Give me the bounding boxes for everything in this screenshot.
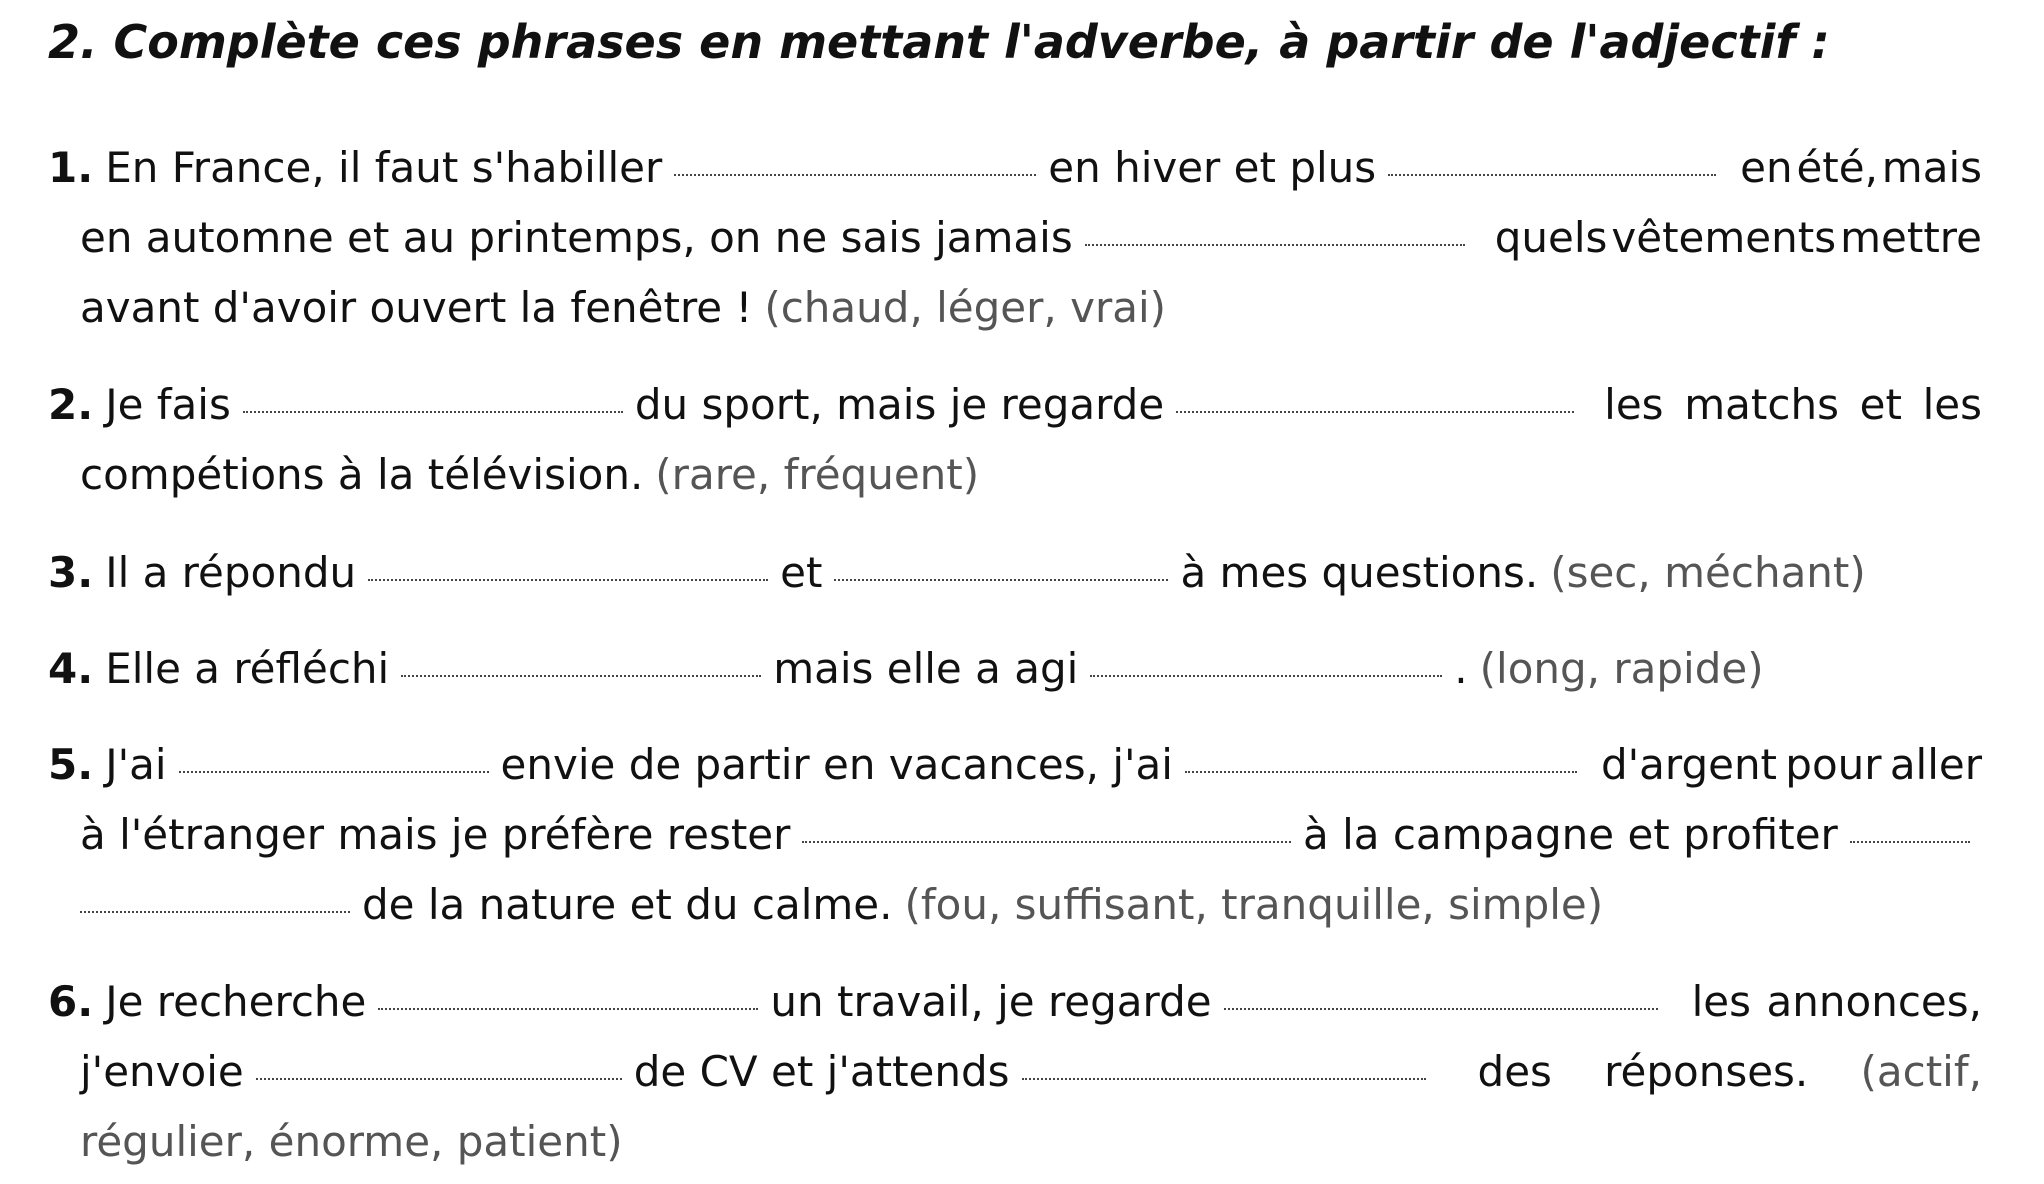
sentence-tail (1586, 370, 1982, 440)
sentence-1-line-1 (48, 133, 1982, 203)
sentence-tail (1477, 203, 1982, 273)
sentence-text: compétions à la télévision. (80, 450, 644, 499)
sentence-text: de la nature et du calme. (362, 880, 893, 929)
answer-blank-6-1[interactable] (378, 1008, 758, 1010)
answer-blank-6-2[interactable] (1224, 1008, 1658, 1010)
sentence-tail (1670, 967, 1982, 1037)
answer-blank-6-4[interactable] (1022, 1078, 1426, 1080)
sentence-text: d'argent (1600, 740, 1778, 789)
sentence-6 (48, 967, 1982, 1177)
sentence-2-line-1 (48, 370, 1982, 440)
sentence-tail (1589, 730, 1982, 800)
sentence-text: du sport, mais je regarde (634, 380, 1165, 429)
sentence-text: mais (1881, 143, 1982, 192)
sentence-5-line-3 (48, 870, 1982, 940)
sentence-tail (1728, 133, 1982, 203)
sentence-text: et (1859, 380, 1902, 429)
answer-blank-6-3[interactable] (256, 1078, 622, 1080)
sentence-5-line-2 (48, 800, 1982, 870)
answer-blank-5-3[interactable] (802, 841, 1291, 843)
sentence-6-line-2 (48, 1037, 1982, 1107)
adjective-hint-continued: régulier, énorme, patient) (80, 1117, 623, 1166)
sentence-2-line-2 (48, 440, 1982, 510)
adjective-hint: (actif, (1860, 1047, 1982, 1096)
sentence-text: des (1477, 1047, 1552, 1096)
sentence-1-line-3 (48, 273, 1982, 343)
sentence-4-line-1 (48, 634, 1982, 704)
sentence-text: un travail, je regarde (770, 977, 1212, 1026)
sentence-text: à la campagne et profiter (1302, 810, 1838, 859)
answer-blank-4-2[interactable] (1090, 675, 1442, 677)
adjective-hint: (sec, méchant) (1550, 548, 1866, 597)
sentence-6-line-1 (48, 967, 1982, 1037)
adjective-hint: (chaud, léger, vrai) (764, 283, 1167, 332)
sentence-text: pour (1785, 740, 1882, 789)
sentence-text: été, (1796, 143, 1878, 192)
answer-blank-5-1[interactable] (179, 771, 489, 773)
sentence-text: Il a répondu (105, 548, 357, 597)
sentence-text: en hiver et plus (1048, 143, 1377, 192)
answer-blank-4-1[interactable] (401, 675, 761, 677)
sentence-text: avant d'avoir ouvert la fenêtre ! (80, 283, 753, 332)
answer-blank-5-4a[interactable] (1850, 841, 1970, 843)
sentence-text: matchs (1684, 380, 1839, 429)
exercise-title: 2. Complète ces phrases en mettant l'adverbe, à partir de l'adjectif : (48, 15, 1830, 69)
sentence-text: envie de partir en vacances, j'ai (500, 740, 1173, 789)
answer-blank-3-2[interactable] (834, 579, 1168, 581)
sentence-text: J'ai (105, 740, 167, 789)
sentence-text: en automne et au printemps, on ne sais jamais (80, 213, 1073, 262)
sentence-text: mais elle a agi (773, 644, 1079, 693)
adjective-hint: (long, rapide) (1479, 644, 1764, 693)
answer-blank-5-4b[interactable] (80, 911, 350, 913)
sentence-3-line-1 (48, 538, 1982, 608)
sentence-1 (48, 133, 1982, 343)
sentence-text: réponses. (1604, 1047, 1809, 1096)
sentence-text: et (780, 548, 823, 597)
sentence-text: quels (1494, 213, 1608, 262)
sentence-text: Je fais (105, 380, 231, 429)
sentence-tail (1438, 1037, 1982, 1107)
sentence-number: 5. (48, 740, 94, 789)
sentence-text: vêtements (1611, 213, 1837, 262)
sentence-text: les (1922, 380, 1982, 429)
sentence-3 (48, 538, 1982, 608)
sentence-text: Elle a réfléchi (105, 644, 390, 693)
sentence-5 (48, 730, 1982, 940)
adjective-hint: (rare, fréquent) (655, 450, 980, 499)
answer-blank-1-3[interactable] (1085, 244, 1465, 246)
sentence-text: de CV et j'attends (633, 1047, 1010, 1096)
sentence-text: mettre (1840, 213, 1982, 262)
sentence-5-line-1 (48, 730, 1982, 800)
sentence-4 (48, 634, 1982, 704)
sentence-text: les (1604, 380, 1664, 429)
sentence-text: Je recherche (105, 977, 367, 1026)
answer-blank-1-1[interactable] (674, 174, 1036, 176)
sentence-number: 3. (48, 548, 94, 597)
answer-blank-2-1[interactable] (243, 411, 623, 413)
sentence-6-line-3 (48, 1107, 1982, 1177)
sentence-text: En France, il faut s'habiller (105, 143, 663, 192)
sentence-2 (48, 370, 1982, 510)
sentence-number: 4. (48, 644, 94, 693)
sentence-text: les (1691, 977, 1751, 1026)
sentence-number: 2. (48, 380, 94, 429)
answer-blank-3-1[interactable] (368, 579, 768, 581)
sentence-text: j'envoie (80, 1047, 244, 1096)
sentence-1-line-2 (48, 203, 1982, 273)
sentence-text: aller (1889, 740, 1982, 789)
sentence-text: annonces, (1766, 977, 1982, 1026)
sentence-number: 6. (48, 977, 94, 1026)
adjective-hint: (fou, suffisant, tranquille, simple) (904, 880, 1604, 929)
sentence-text: à mes questions. (1180, 548, 1539, 597)
sentence-number: 1. (48, 143, 94, 192)
sentence-text: à l'étranger mais je préfère rester (80, 810, 791, 859)
answer-blank-2-2[interactable] (1176, 411, 1574, 413)
sentence-text: . (1454, 644, 1468, 693)
answer-blank-5-2[interactable] (1185, 771, 1577, 773)
answer-blank-1-2[interactable] (1388, 174, 1716, 176)
sentence-text: en (1740, 143, 1793, 192)
